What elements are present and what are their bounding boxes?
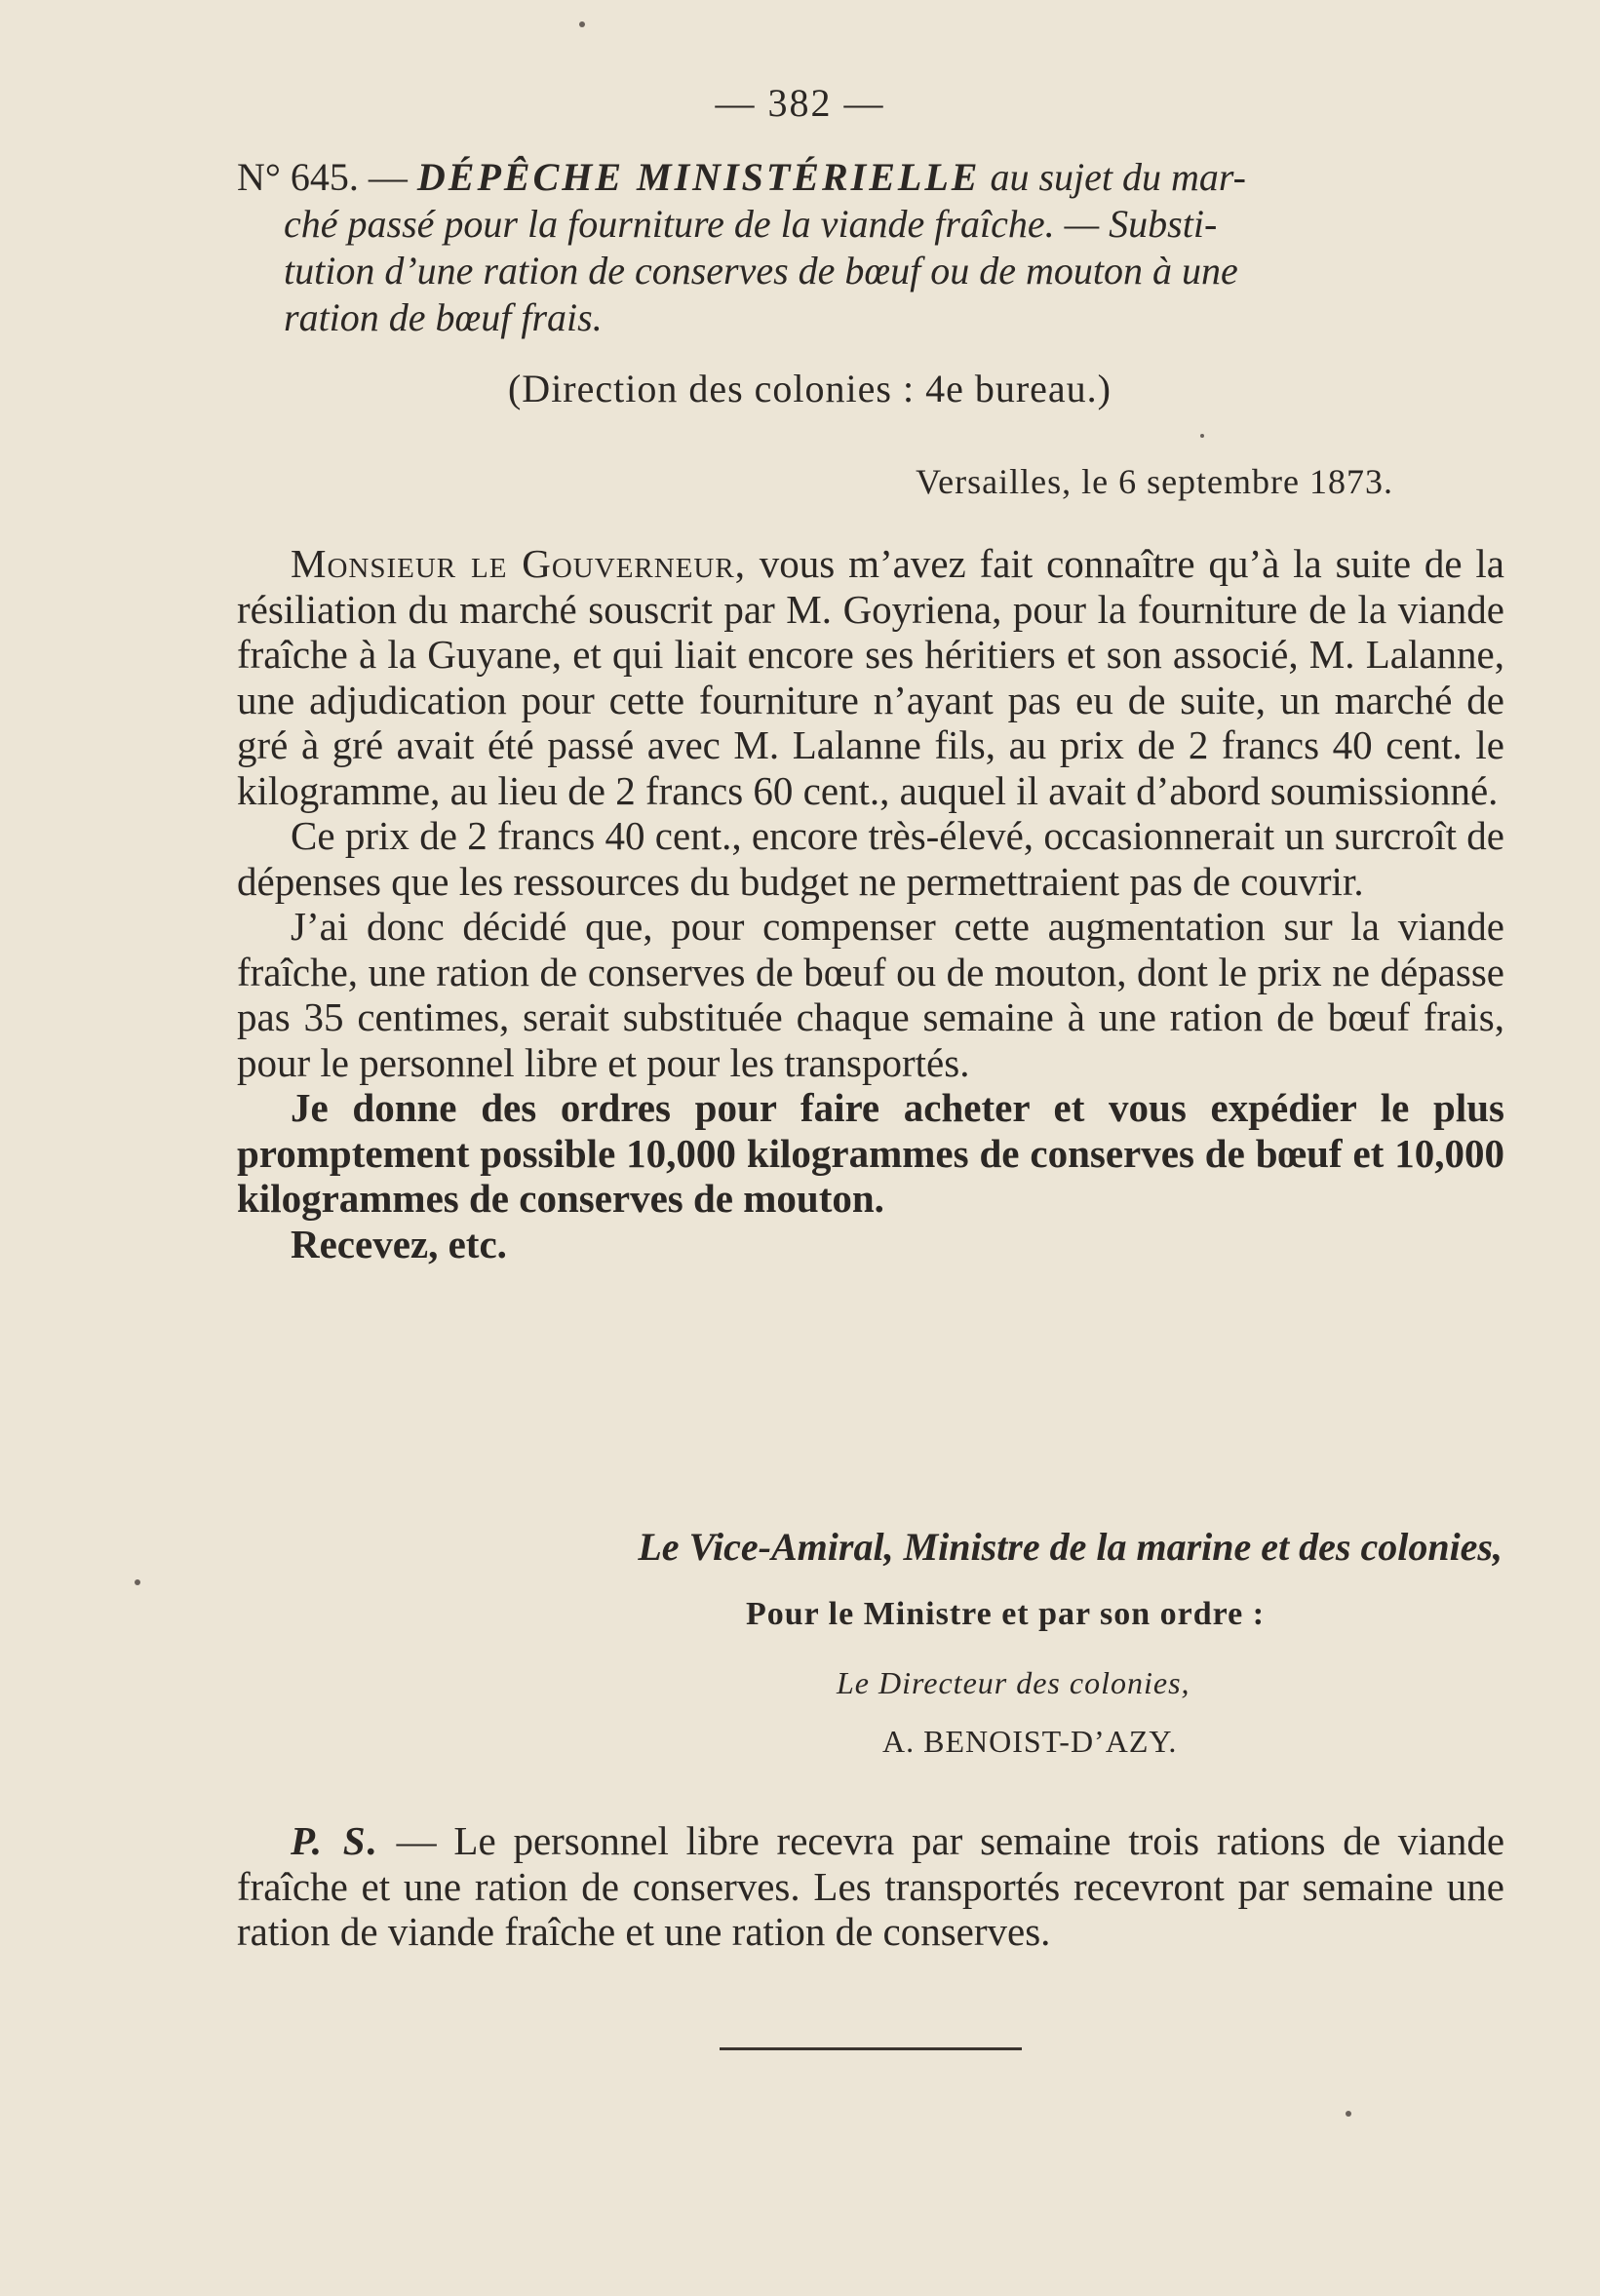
- paragraph-3: J’ai donc décidé que, pour compenser cette augmentation sur la viande fraîche, une ration de conserves de bœuf ou de mouton, dont le prix ne dépasse pas 35 centimes, serait substituée chaque semaine à une ration de bœuf frais, pour le personnel libre et pour les transportés.: [237, 904, 1504, 1085]
- heading-subject-2: ché passé pour la fourniture de la viande fraîche. — Substi-: [284, 202, 1218, 246]
- paragraph-1-text: vous m’avez fait connaître qu’à la suite de la résiliation du marché souscrit par M. Goyriena, pour la fourniture de la viande fraîche à la Guyane, et qui liait encore ses héritiers et son associé, M. Lalanne, une adjudication pour cette fourniture n’ayant pas eu de suite, un marché de gré à gré avait été passé avec M. Lalanne fils, au prix de 2 francs 40 cent. le kilogramme, au lieu de 2 francs 60 cent., auquel il avait d’abord soumissionné.: [237, 541, 1505, 813]
- closing-rule: [720, 2047, 1022, 2050]
- paragraph-4: Je donne des ordres pour faire acheter et vous expédier le plus promptement possible 10,000 kilogrammes de conserves de bœuf et 10,000 kilogrammes de conserves de mouton.: [237, 1085, 1504, 1221]
- document-number: N° 645. —: [237, 155, 408, 199]
- dateline: Versailles, le 6 septembre 1873.: [916, 462, 1393, 501]
- heading-subject-3: tution d’une ration de conserves de bœuf ou de mouton à une: [284, 249, 1238, 292]
- postscript-label: P. S.: [291, 1818, 379, 1863]
- postscript-paragraph: [237, 1818, 1504, 1955]
- document-title: DÉPÊCHE MINISTÉRIELLE: [416, 155, 981, 199]
- letter-body: [237, 541, 1504, 1266]
- heading-subject-1: au sujet du mar-: [980, 155, 1246, 199]
- closing-formula: Recevez, etc.: [291, 1221, 507, 1266]
- postscript-text: — Le personnel libre recevra par semaine trois rations de viande fraîche et une ration de conserves. Les transportés recevront par semaine une ration de viande fraîche et une ration de conserves.: [237, 1818, 1505, 1954]
- paper-speck: [135, 1579, 140, 1585]
- page-number: — 382 —: [715, 81, 885, 125]
- salutation: Monsieur le Gouverneur,: [291, 541, 746, 586]
- direction-line: (Direction des colonies : 4e bureau.): [507, 367, 1112, 410]
- paragraph-1: [237, 541, 1504, 813]
- paper-speck: [579, 21, 585, 27]
- heading-subject-4: ration de bœuf frais.: [284, 295, 603, 339]
- signature-title: Le Vice-Amiral, Ministre de la marine et des colonies,: [638, 1525, 1502, 1569]
- paper-speck: [1346, 2111, 1351, 2117]
- heading-line-1: [237, 154, 1504, 201]
- signature-name: A. BENOIST-D’AZY.: [882, 1724, 1178, 1759]
- signature-director: Le Directeur des colonies,: [837, 1665, 1190, 1700]
- document-heading: [237, 154, 1504, 341]
- paragraph-2: Ce prix de 2 francs 40 cent., encore très-élevé, occasionnerait un surcroît de dépenses que les ressources du budget ne permettraient pas de couvrir.: [237, 813, 1504, 904]
- paper-speck: [1200, 434, 1204, 438]
- postscript: [237, 1818, 1504, 1955]
- signature-order: Pour le Ministre et par son ordre :: [746, 1596, 1266, 1632]
